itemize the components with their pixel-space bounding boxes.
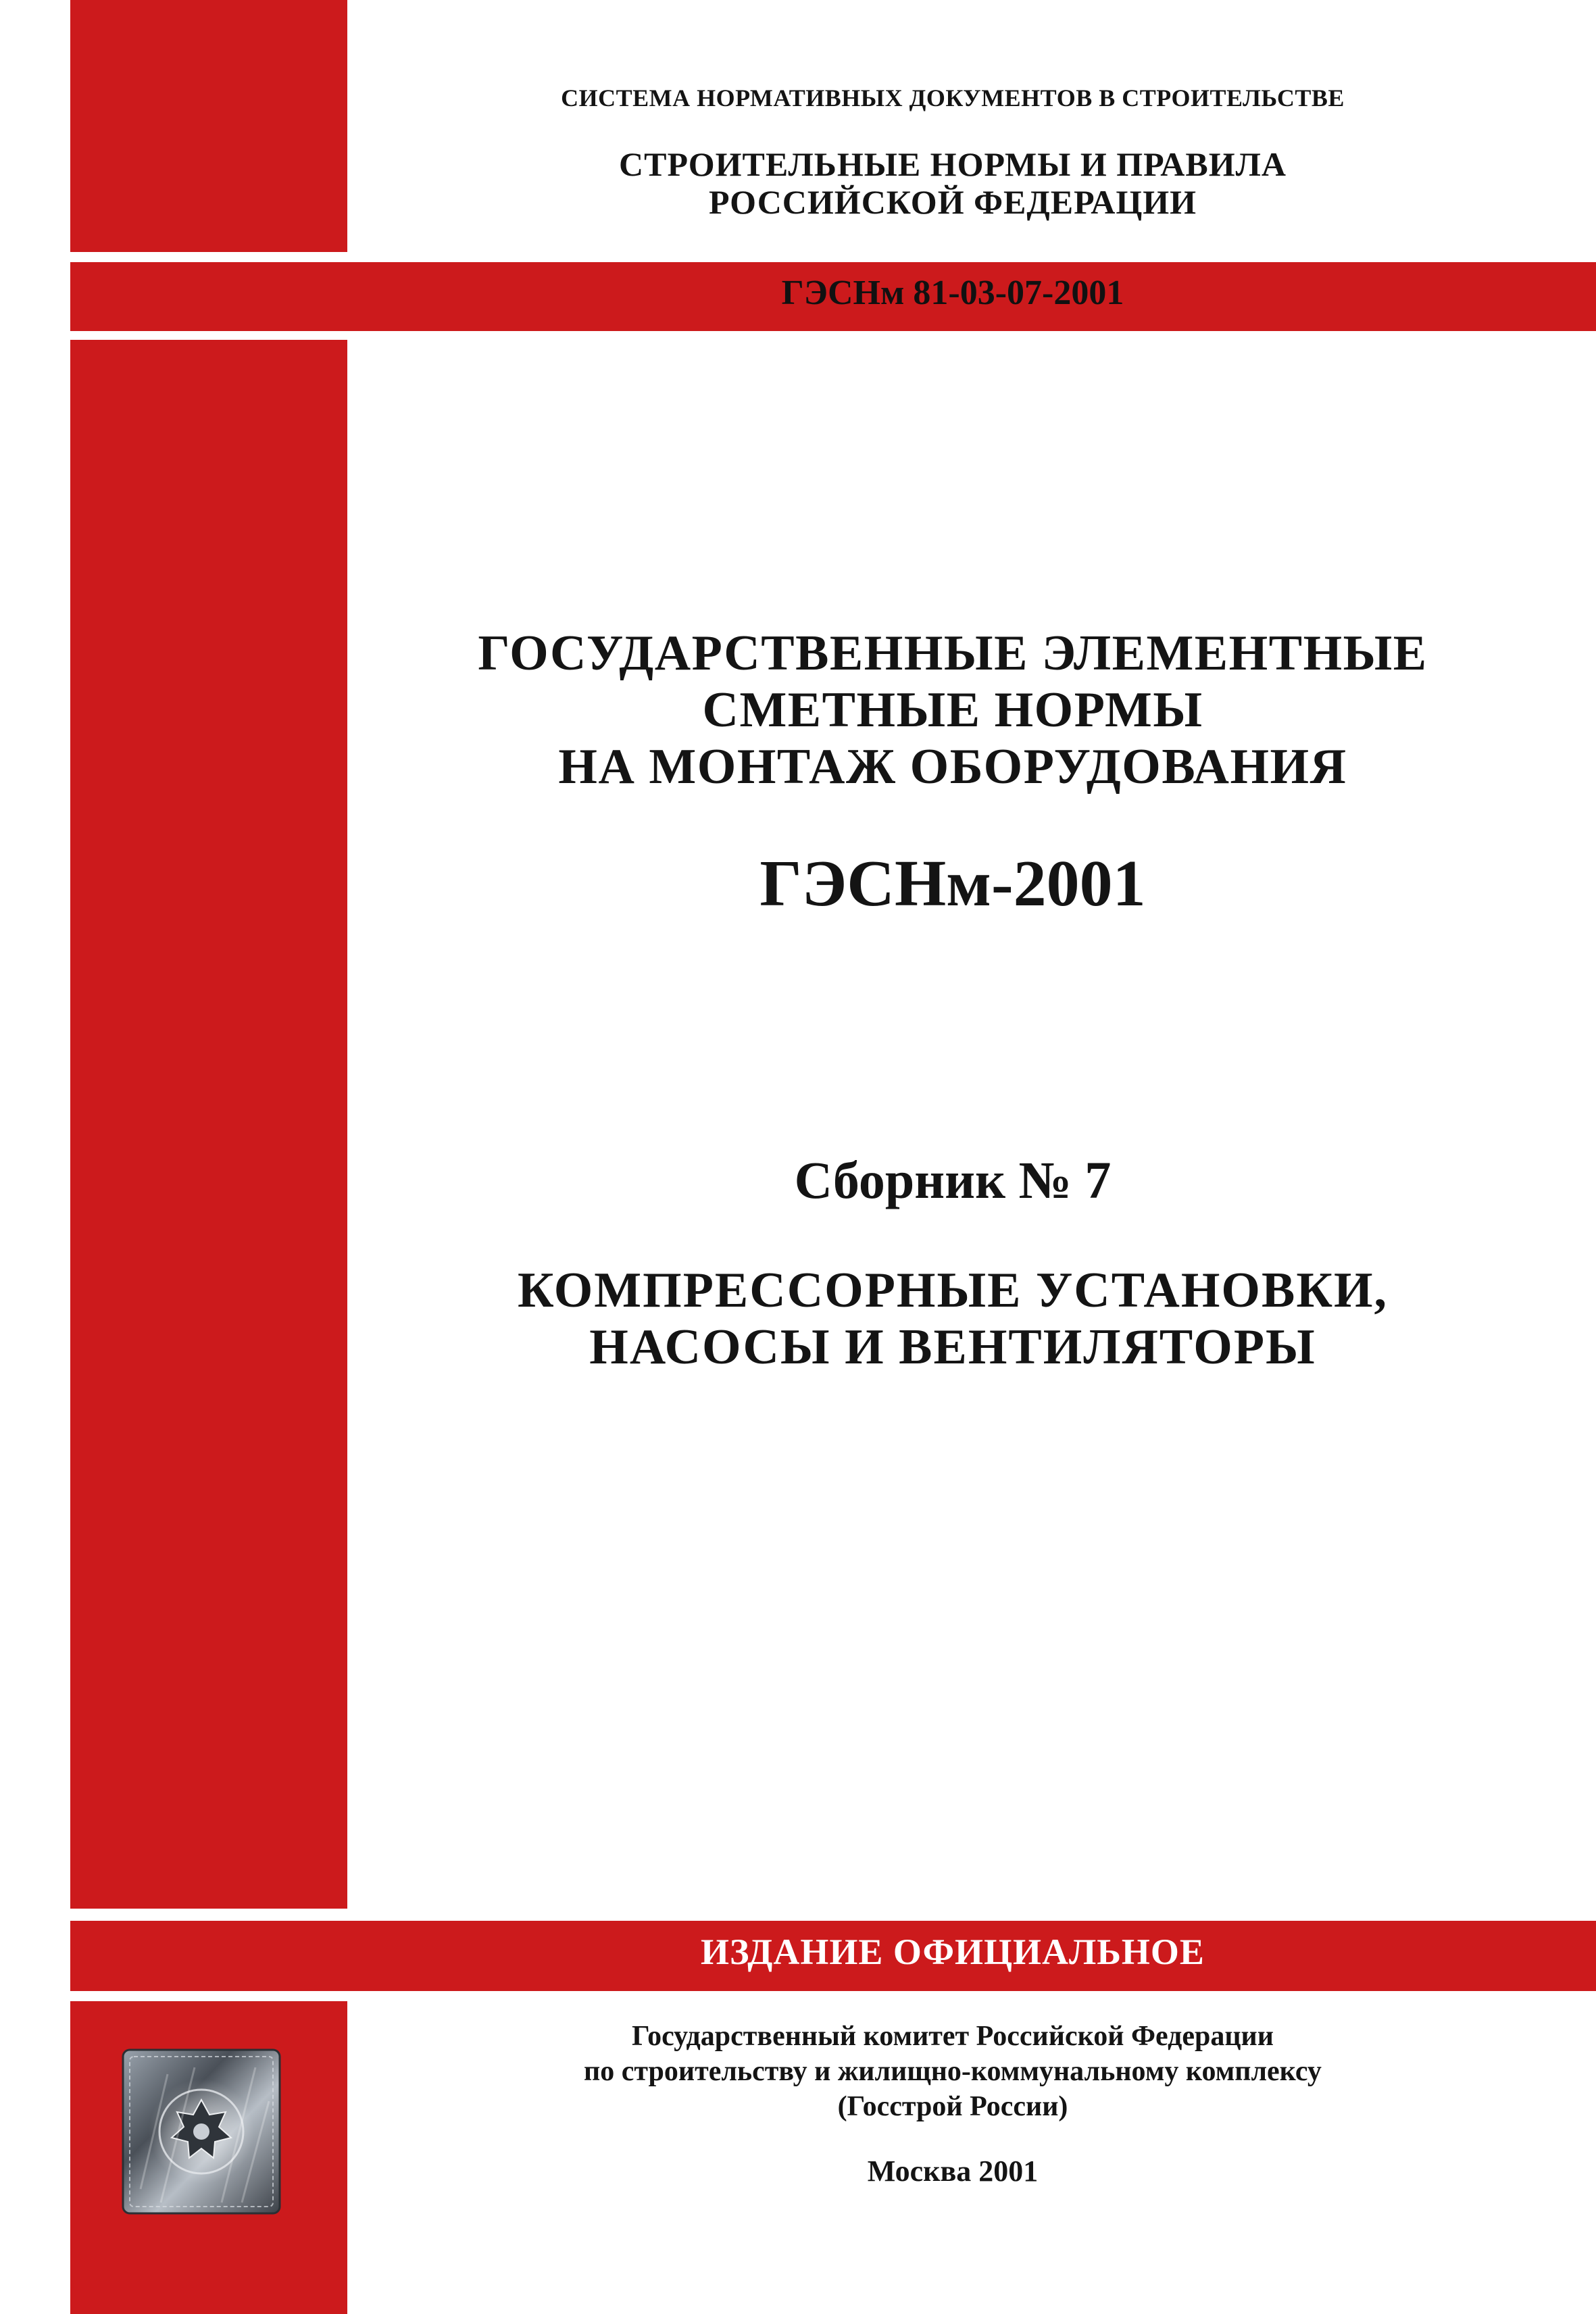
- series-title: СИСТЕМА НОРМАТИВНЫХ ДОКУМЕНТОВ В СТРОИТЕЛЬСТВЕ: [561, 84, 1345, 111]
- city-year: Москва 2001: [867, 2155, 1039, 2188]
- norms-title-line-1: СТРОИТЕЛЬНЫЕ НОРМЫ И ПРАВИЛА: [619, 145, 1287, 183]
- publisher-line-3: (Госстрой России): [837, 2091, 1068, 2122]
- short-title: ГЭСНм-2001: [759, 847, 1146, 920]
- main-title-line-2: СМЕТНЫЕ НОРМЫ: [702, 682, 1203, 738]
- hologram-seal-icon: [120, 2047, 282, 2216]
- edition-label: ИЗДАНИЕ ОФИЦИАЛЬНОЕ: [701, 1932, 1205, 1972]
- document-code: ГЭСНм 81-03-07-2001: [781, 274, 1124, 312]
- collection-subject-line-1: КОМПРЕССОРНЫЕ УСТАНОВКИ,: [517, 1263, 1389, 1318]
- publisher-line-2: по строительству и жилищно-коммунальному комплексу: [584, 2056, 1322, 2087]
- main-title-line-1: ГОСУДАРСТВЕННЫЕ ЭЛЕМЕНТНЫЕ: [478, 626, 1428, 681]
- collection-number: Сборник № 7: [794, 1151, 1112, 1209]
- norms-title-line-2: РОССИЙСКОЙ ФЕДЕРАЦИИ: [708, 183, 1197, 221]
- red-side-strip-top: [70, 0, 347, 252]
- publisher-line-1: Государственный комитет Российской Федерации: [632, 2021, 1274, 2052]
- red-side-strip-main: [70, 340, 347, 1909]
- main-title-line-3: НА МОНТАЖ ОБОРУДОВАНИЯ: [558, 739, 1347, 795]
- collection-subject-line-2: НАСОСЫ И ВЕНТИЛЯТОРЫ: [589, 1319, 1316, 1375]
